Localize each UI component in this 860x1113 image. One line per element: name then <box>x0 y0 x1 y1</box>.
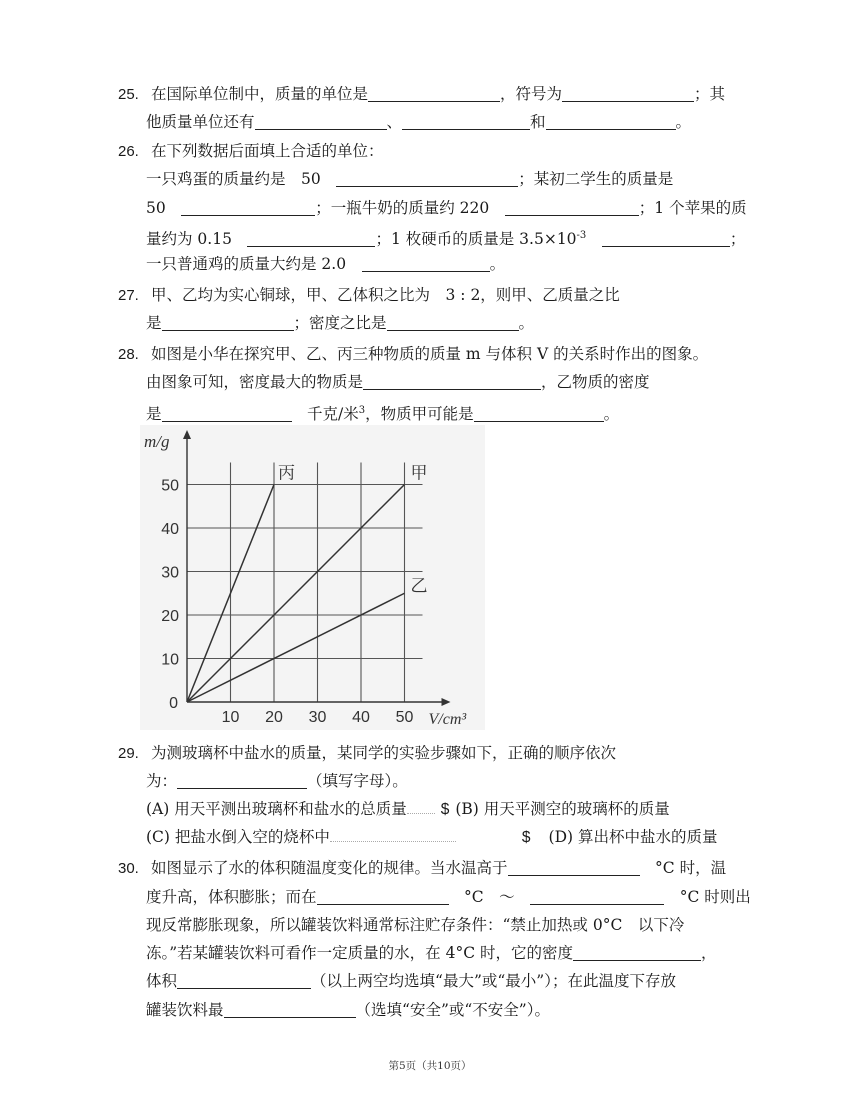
y-tick-label: 40 <box>161 521 179 538</box>
answer-blank[interactable] <box>562 85 694 102</box>
unit-text: 千克/米 <box>307 405 359 424</box>
question-number: 29. <box>118 745 139 762</box>
q26-line2 <box>146 198 860 218</box>
y-tick-label: 20 <box>161 608 179 625</box>
text: 如图是小华在探究甲、乙、丙三种物质的质量 m 与体积 V 的关系时作出的图象。 <box>151 345 709 363</box>
text: 体积 <box>146 972 178 990</box>
answer-blank[interactable] <box>363 373 541 390</box>
option-c: (C) 把盐水倒入空的烧杯中 <box>146 828 330 846</box>
q27-line1 <box>118 285 860 306</box>
answer-blank[interactable] <box>162 314 294 331</box>
option-d: (D) 算出杯中盐水的质量 <box>548 828 718 846</box>
text: ；密度之比是 <box>293 314 387 332</box>
answer-blank[interactable] <box>573 944 701 961</box>
dot-leader <box>407 801 435 814</box>
text: （以上两空均选填“最大”或“最小”）；在此温度下存放 <box>311 972 676 990</box>
y-tick-label: 50 <box>161 477 179 495</box>
answer-blank[interactable] <box>181 199 315 216</box>
answer-blank[interactable] <box>162 405 292 422</box>
answer-blank[interactable] <box>177 772 307 789</box>
separator: $ <box>440 801 450 818</box>
text: 罐装饮料最 <box>146 1001 224 1019</box>
series-label: 乙 <box>410 576 428 597</box>
text: 。 <box>675 113 692 131</box>
q25-line2 <box>146 112 860 132</box>
answer-blank[interactable] <box>336 170 518 187</box>
option-b: (B) 用天平测空的玻璃杯的质量 <box>455 800 670 818</box>
dot-leader <box>330 829 456 842</box>
q26-line1 <box>146 169 860 189</box>
y-tick-label: 30 <box>161 564 179 582</box>
answer-blank[interactable] <box>247 230 375 247</box>
answer-blank[interactable] <box>224 1001 356 1018</box>
text: ； <box>729 230 746 249</box>
answer-blank[interactable] <box>508 859 640 876</box>
text: °C 时则出 <box>679 888 751 906</box>
q25-line1 <box>118 84 860 105</box>
question-number: 27. <box>118 287 139 304</box>
text: （填写字母）。 <box>307 772 408 790</box>
text: 在下列数据后面填上合适的单位： <box>151 142 384 160</box>
text: （选填“安全”或“不安全”）。 <box>355 1001 550 1019</box>
text: ，符号为 <box>500 85 563 103</box>
q30-line2 <box>146 887 860 907</box>
x-tick-label: 30 <box>308 709 327 726</box>
answer-blank[interactable] <box>362 255 490 272</box>
q27-line2 <box>146 313 860 333</box>
text: ，物质甲可能是 <box>365 405 474 424</box>
q30-line4 <box>146 943 860 963</box>
q29-options-cd <box>146 827 860 848</box>
q28-line1 <box>118 344 860 365</box>
q30-line3 <box>146 915 860 935</box>
answer-blank[interactable] <box>546 113 676 130</box>
text: 如图显示了水的体积随温度变化的规律。当水温高于 <box>151 859 508 877</box>
text: 。 <box>489 255 506 273</box>
answer-blank[interactable] <box>602 230 730 247</box>
text: 一只鸡蛋的质量约是 50 <box>146 170 321 188</box>
text: 50 <box>146 199 166 217</box>
text: 由图象可知，密度最大的物质是 <box>146 373 364 391</box>
question-number: 28. <box>118 346 139 363</box>
text: 现反常膨胀现象，所以罐装饮料通常标注贮存条件：“禁止加热或 0°C 以下冷 <box>146 916 685 934</box>
text: °C 时，温 <box>655 859 727 877</box>
text: 和 <box>530 113 546 131</box>
text: ，乙物质的密度 <box>541 373 650 391</box>
x-tick-label: 40 <box>352 709 370 726</box>
q29-options-ab <box>146 799 860 820</box>
text: 冻。”若某罐装饮料可看作一定质量的水，在 4°C 时，它的密度 <box>146 944 574 962</box>
q29-line2 <box>146 771 860 791</box>
exponent: 3 <box>358 405 366 416</box>
text: ；其 <box>694 85 726 103</box>
q26-line3 <box>146 226 860 249</box>
answer-blank[interactable] <box>474 405 604 422</box>
text: 。 <box>603 405 620 424</box>
text: 一只普通鸡的质量大约是 2.0 <box>146 255 347 273</box>
text: ；1 个苹果的质 <box>638 199 747 217</box>
answer-blank[interactable] <box>177 972 311 989</box>
text: 度升高，体积膨胀；而在 <box>146 888 317 906</box>
text: 甲、乙均为实心铜球，甲、乙体积之比为 3 : 2，则甲、乙质量之比 <box>151 286 620 304</box>
answer-blank[interactable] <box>402 113 530 130</box>
q26-line4 <box>146 254 860 274</box>
answer-blank[interactable] <box>317 888 449 905</box>
origin-label: 0 <box>169 695 178 712</box>
text: ；某初二学生的质量是 <box>518 170 674 188</box>
q30-line1 <box>118 858 860 879</box>
x-tick-label: 10 <box>221 709 240 726</box>
text: ；一瓶牛奶的质量约 220 <box>315 199 490 217</box>
x-axis-label: V/cm³ <box>428 711 467 728</box>
answer-blank[interactable] <box>505 199 639 216</box>
option-a: (A) 用天平测出玻璃杯和盐水的总质量 <box>146 800 407 818</box>
y-axis-label: m/g <box>144 432 170 451</box>
y-tick-label: 10 <box>161 651 179 669</box>
text: 是 <box>146 314 162 332</box>
q29-line1 <box>118 743 860 764</box>
series-label: 丙 <box>278 463 295 484</box>
mass-volume-chart <box>140 425 485 730</box>
text: °C ～ <box>464 888 515 906</box>
q26-intro <box>118 141 860 162</box>
separator: $ <box>521 829 531 846</box>
x-tick-label: 20 <box>265 709 283 726</box>
question-number: 25. <box>118 86 139 103</box>
page-footer: 第5页（共10页） <box>388 1060 472 1072</box>
answer-blank[interactable] <box>530 888 664 905</box>
question-number: 30. <box>118 860 139 877</box>
answer-blank[interactable] <box>387 314 519 331</box>
text: 为测玻璃杯中盐水的质量，某同学的实验步骤如下，正确的顺序依次 <box>151 744 617 762</box>
text: 在国际单位制中，质量的单位是 <box>151 85 369 103</box>
q28-line2 <box>146 372 860 392</box>
text: 为： <box>146 772 178 790</box>
text: 是 <box>146 405 162 424</box>
answer-blank[interactable] <box>368 85 500 102</box>
text: ， <box>701 944 717 962</box>
question-number: 26. <box>118 143 139 160</box>
q30-line5 <box>146 971 860 991</box>
text: 量约为 0.15 <box>146 230 232 249</box>
exponent: -3 <box>576 230 587 241</box>
answer-blank[interactable] <box>255 113 387 130</box>
q28-line3 <box>146 401 860 424</box>
q30-line6 <box>146 1000 860 1020</box>
text: 、 <box>386 113 403 131</box>
series-label: 甲 <box>410 463 428 484</box>
text: ；1 枚硬币的质量是 3.5×10 <box>375 230 577 249</box>
text: 。 <box>518 314 535 332</box>
text: 他质量单位还有 <box>146 113 255 131</box>
x-tick-label: 50 <box>395 709 414 726</box>
